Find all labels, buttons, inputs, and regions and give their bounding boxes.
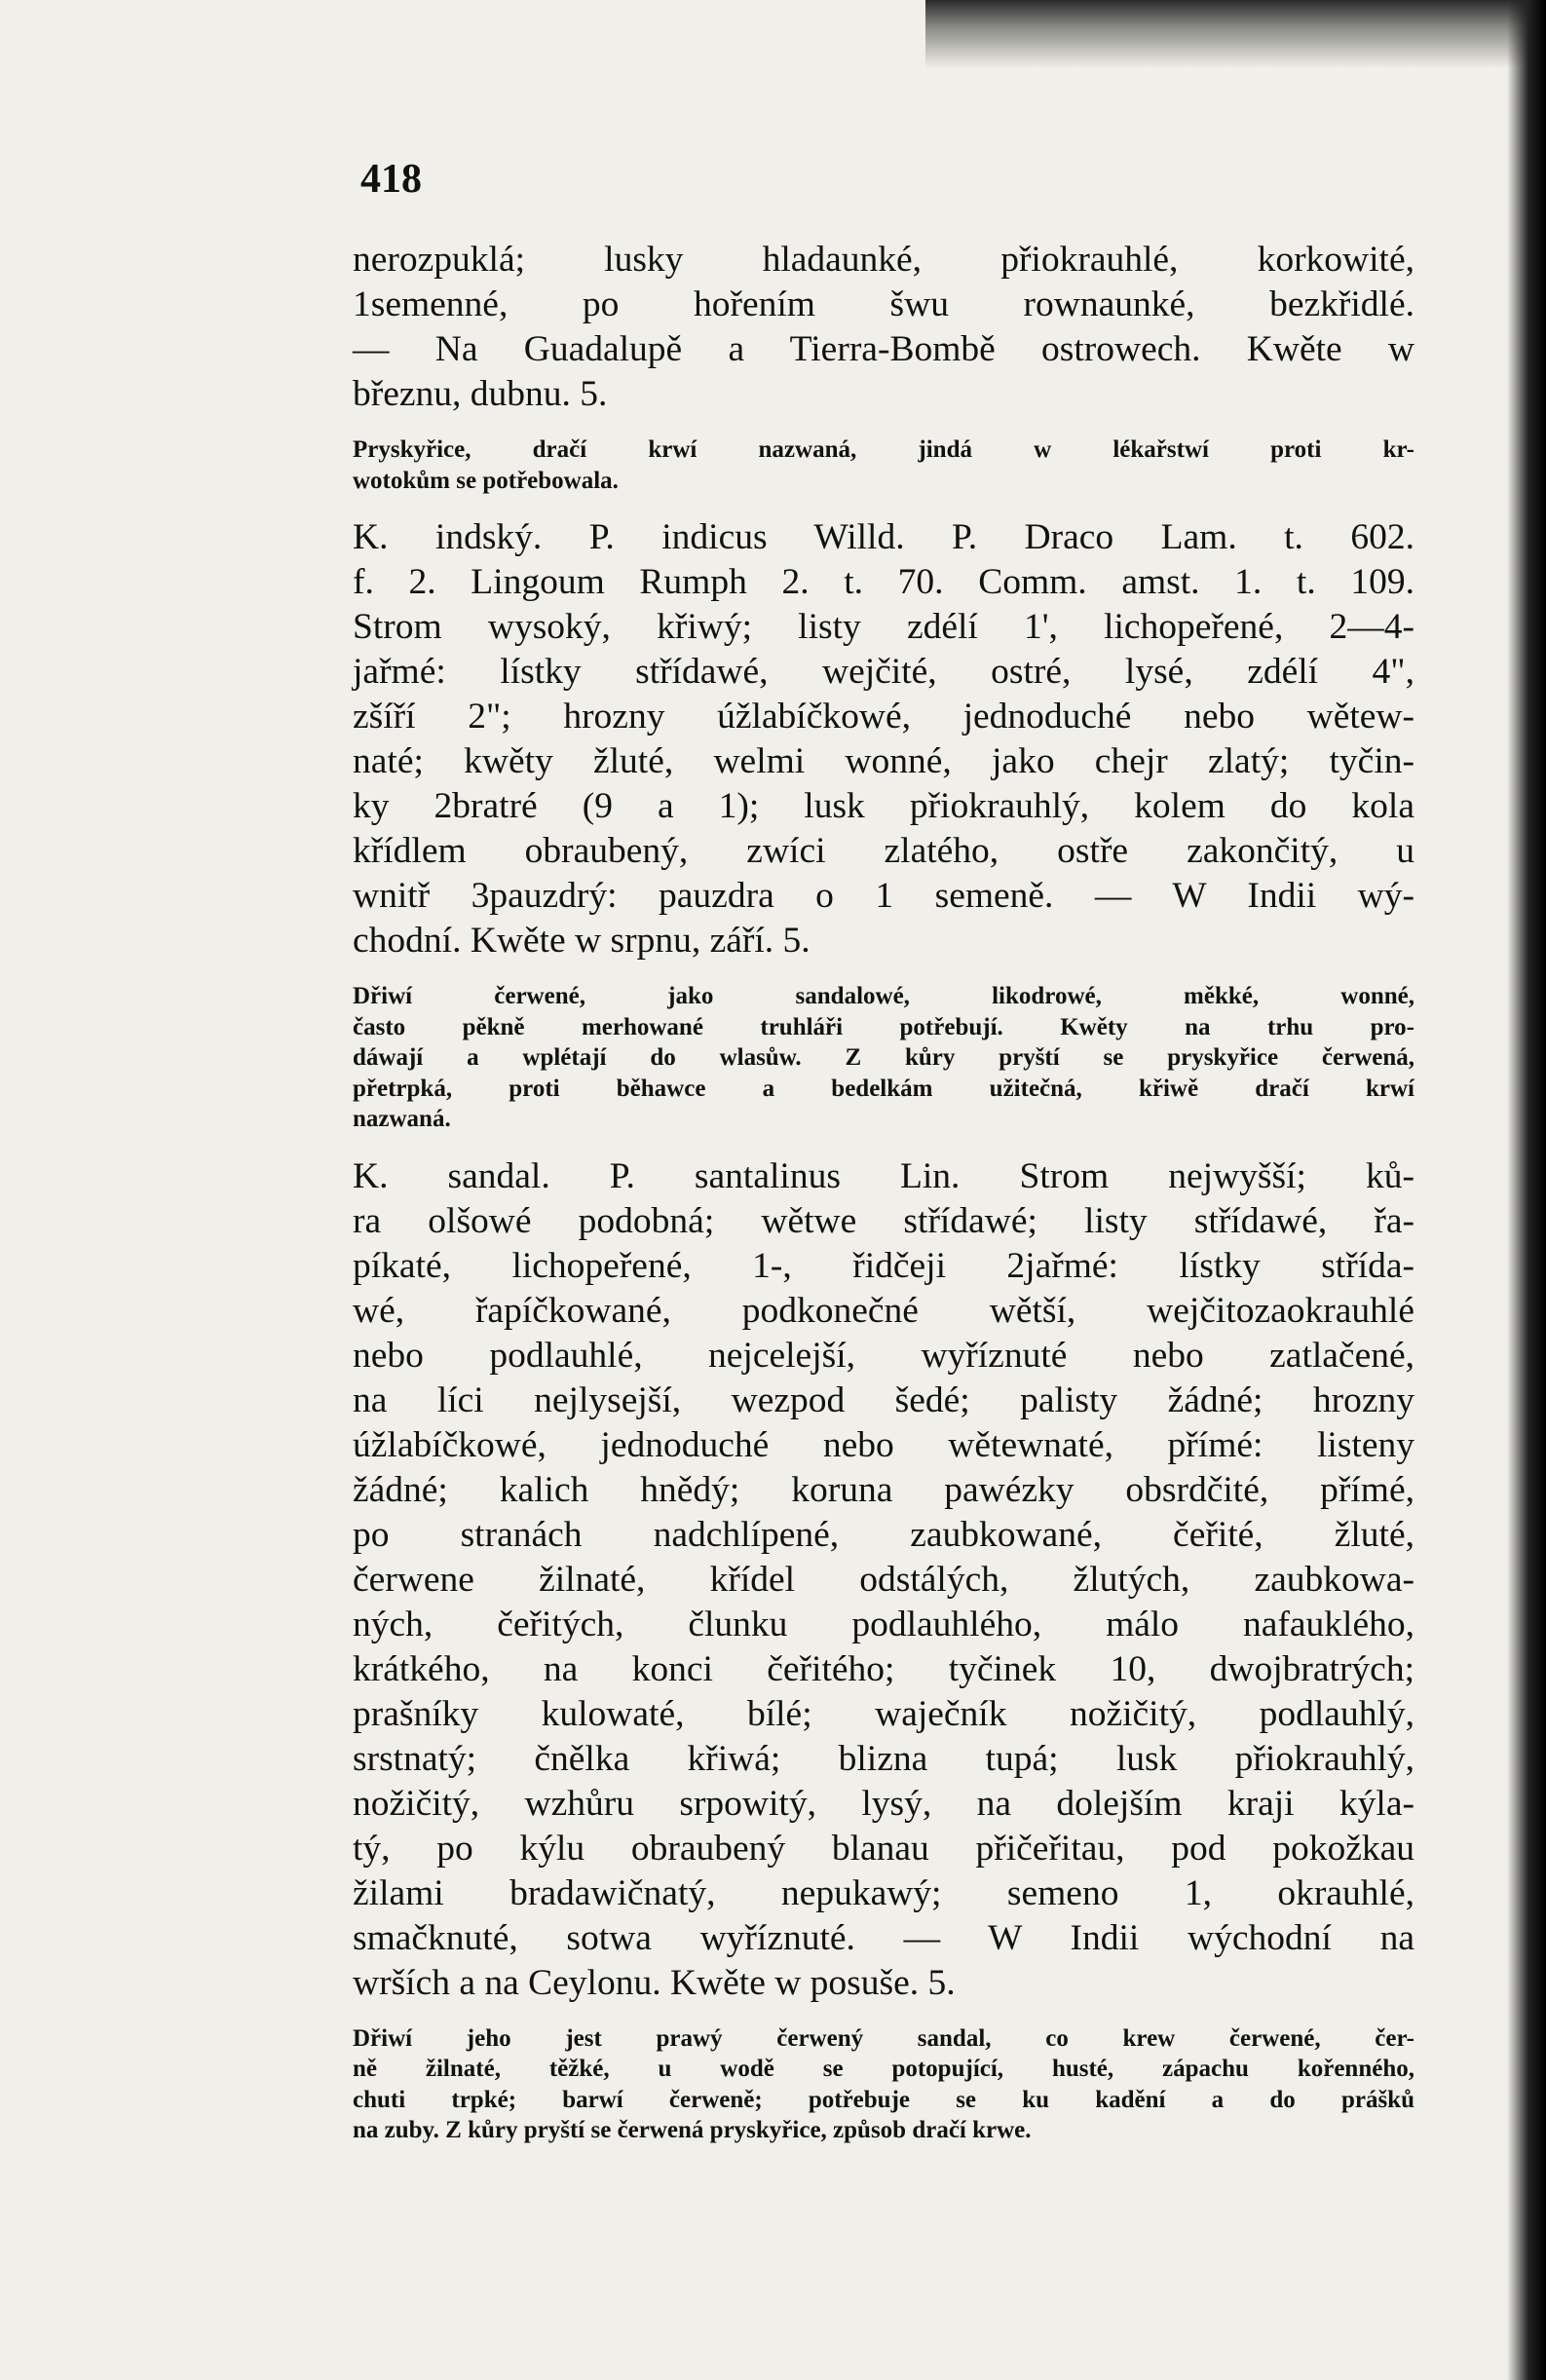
page-number: 418 [360, 157, 422, 202]
text-line: naté; kwěty žluté, welmi wonné, jako chejr zlatý; tyčin- [353, 741, 1414, 781]
text-line: žilami bradawičnatý, nepukawý; semeno 1, okrauhlé, [353, 1872, 1414, 1913]
paragraph-gap [353, 417, 1414, 434]
note-line: na zuby. Z kůry pryští se čerwená pryskyřice, způsob dračí krwe. [353, 2117, 1032, 2143]
page-text [353, 238, 1414, 2146]
text-line: ky 2bratré (9 a 1); lusk přiokrauhlý, kolem do kola [353, 786, 1414, 826]
text-line: nebo podlauhlé, nejcelejší, wyříznuté nebo zatlačené, [353, 1335, 1414, 1376]
text-line: smačknuté, sotwa wyříznuté. — W Indii wýchodní na [353, 1917, 1414, 1958]
body-paragraph [353, 1154, 1414, 2006]
note-line: Dřiwí čerwené, jako sandalowé, likodrowé, měkké, wonné, [353, 983, 1414, 1009]
body-paragraph [353, 515, 1414, 963]
text-line: wnitř 3pauzdrý: pauzdra o 1 semeně. — W Indii wý- [353, 876, 1414, 916]
text-line: prašníky kulowaté, bílé; waječník nožičitý, podlauhlý, [353, 1693, 1414, 1734]
text-line: nerozpuklá; lusky hladaunké, přiokrauhlé, korkowité, [353, 240, 1414, 280]
paragraph-gap [353, 496, 1414, 515]
note-paragraph [353, 2023, 1414, 2146]
note-line: nazwaná. [353, 1106, 451, 1132]
text-line: wrších a na Ceylonu. Kwěte w posuše. 5. [353, 1962, 956, 2003]
text-line: krátkého, na konci čeřitého; tyčinek 10, dwojbratrých; [353, 1648, 1414, 1689]
text-line: žádné; kalich hnědý; koruna pawézky obsrdčité, přímé, [353, 1469, 1414, 1510]
note-line: dáwají a wplétají do wlasůw. Z kůry pryští se pryskyřice čerwená, [353, 1044, 1414, 1071]
text-line: zšíří 2"; hrozny úžlabíčkowé, jednoduché nebo wětew- [353, 697, 1414, 737]
text-line: nožičitý, wzhůru srpowitý, lysý, na dolejším kraji kýla- [353, 1783, 1414, 1824]
text-line: křídlem obraubený, zwíci zlatého, ostře zakončitý, u [353, 831, 1414, 871]
text-line: po stranách nadchlípené, zaubkowané, čeřité, žluté, [353, 1514, 1414, 1555]
note-line: Dřiwí jeho jest prawý čerwený sandal, co krew čerwené, čer- [353, 2024, 1414, 2052]
text-line: březnu, dubnu. 5. [353, 374, 608, 414]
text-line: wé, řapíčkowané, podkonečné wětší, wejčitozaokrauhlé [353, 1290, 1414, 1331]
paragraph-gap [353, 2006, 1414, 2023]
body-paragraph [353, 238, 1414, 417]
text-line: úžlabíčkowé, jednoduché nebo wětewnaté, přímé: listeny [353, 1424, 1414, 1465]
note-line: přetrpká, proti běhawce a bedelkám užitečná, křiwě dračí krwí [353, 1075, 1414, 1102]
text-line: na líci nejlysejší, wezpod šedé; palisty žádné; hrozny [353, 1379, 1414, 1420]
text-line: 1semenné, po hořením šwu rownaunké, bezkřidlé. [353, 284, 1414, 324]
text-line: K. sandal. P. santalinus Lin. Strom nejwyšší; ků- [353, 1155, 1414, 1196]
note-paragraph [353, 434, 1414, 496]
text-line: jařmé: lístky střídawé, wejčité, ostré, lysé, zdélí 4", [353, 652, 1414, 692]
text-line: ra olšowé podobná; wětwe střídawé; listy střídawé, řa- [353, 1200, 1414, 1241]
paragraph-gap [353, 963, 1414, 981]
text-line: čerwene žilnaté, křídel odstálých, žlutých, zaubkowa- [353, 1559, 1414, 1600]
text-line: K. indský. P. indicus Willd. P. Draco Lam. t. 602. [353, 517, 1414, 557]
note-line: často pěkně merhowané truhláři potřebují. Kwěty na trhu pro- [353, 1013, 1414, 1040]
text-line: — Na Guadalupě a Tierra-Bombě ostrowech. Kwěte w [353, 329, 1414, 369]
note-line: chuti trpké; barwí čerweně; potřebuje se ku kadění a do prášků [353, 2086, 1414, 2113]
paragraph-gap [353, 1135, 1414, 1154]
text-line: Strom wysoký, křiwý; listy zdélí 1', lichopeřené, 2—4- [353, 607, 1414, 647]
note-paragraph [353, 981, 1414, 1135]
scan-shadow-right [1507, 0, 1546, 2380]
note-line: ně žilnaté, těžké, u wodě se potopující, husté, zápachu kořenného, [353, 2056, 1414, 2082]
text-line: f. 2. Lingoum Rumph 2. t. 70. Comm. amst. 1. t. 109. [353, 562, 1414, 602]
text-line: píkaté, lichopeřené, 1-, řidčeji 2jařmé: lístky střída- [353, 1245, 1414, 1286]
text-line: tý, po kýlu obraubený blanau přičeřitau, pod pokožkau [353, 1828, 1414, 1869]
text-line: chodní. Kwěte w srpnu, září. 5. [353, 921, 811, 961]
note-line: wotokům se potřebowala. [353, 467, 619, 494]
text-line: srstnatý; čnělka křiwá; blizna tupá; lusk přiokrauhlý, [353, 1738, 1414, 1779]
note-line: Pryskyřice, dračí krwí nazwaná, jindá w lékařstwí proti kr- [353, 436, 1414, 463]
scan-shadow-top [925, 0, 1546, 68]
text-line: ných, čeřitých, člunku podlauhlého, málo nafauklého, [353, 1604, 1414, 1644]
